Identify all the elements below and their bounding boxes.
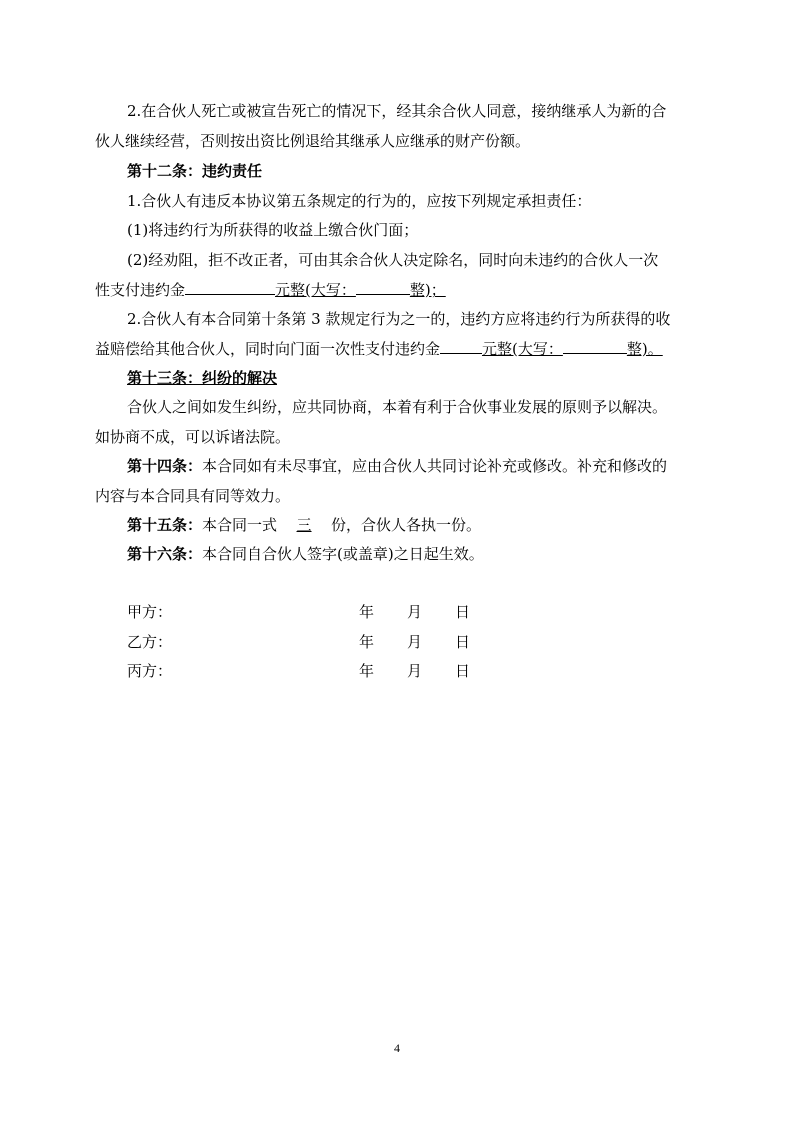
signature-party-label: 乙方： [127,633,173,651]
amount-blank [440,337,482,354]
paragraph-line [95,278,446,301]
signature-month: 月 [407,633,423,651]
paragraph-line: 1.合伙人有违反本协议第五条规定的行为的，应按下列规定承担责任： [127,192,592,210]
text-segment: 元整(大写： [275,281,356,299]
article-13-heading: 第十三条：纠纷的解决 [127,369,278,387]
text-segment: 元整(大写： [482,340,563,358]
paragraph-line: (1)将违约行为所获得的收益上缴合伙门面； [127,221,419,239]
text-segment: 本合同一式 [202,516,278,534]
signature-day: 日 [455,633,471,651]
article-15-label: 第十五条： [127,516,203,534]
signature-month: 月 [407,603,423,621]
paragraph-line: 如协商不成，可以诉诸法院。 [95,428,291,446]
article-16-label: 第十六条： [127,545,203,563]
signature-year: 年 [359,662,375,680]
page-number: 4 [394,1041,400,1055]
article-12-heading: 第十二条：违约责任 [127,162,263,180]
paragraph-line [127,455,667,477]
text-segment: 益赔偿给其他合伙人，同时向门面一次性支付违约金 [95,340,441,358]
signature-year: 年 [359,633,375,651]
signature-month: 月 [407,662,423,680]
paragraph-line: 2.在合伙人死亡或被宣告死亡的情况下，经其余合伙人同意，接纳继承人为新的合 [127,102,667,120]
paragraph-line: 合伙人之间如发生纠纷，应共同协商，本着有利于合伙事业发展的原则予以解决。 [127,398,668,416]
amount-words-blank [356,278,410,295]
signature-party-label: 丙方： [127,662,173,680]
paragraph-line [127,543,484,565]
signature-day: 日 [455,662,471,680]
text-segment: 整)。 [626,340,663,358]
text-segment: 份，合伙人各执一份。 [331,516,482,534]
signature-party-label: 甲方： [127,603,173,621]
text-segment: 本合同自合伙人签字(或盖章)之日起生效。 [202,545,484,563]
amount-blank [185,278,275,295]
paragraph-line [127,514,481,536]
text-segment: 整)； [409,281,446,299]
paragraph-line: (2)经劝阻，拒不改正者，可由其余合伙人决定除名，同时向未违约的合伙人一次 [127,251,659,269]
copies-count: 三 [296,516,312,534]
amount-words-blank [563,337,627,354]
paragraph-line: 伙人继续经营，否则按出资比例退给其继承人应继承的财产份额。 [95,132,531,150]
paragraph-line: 内容与本合同具有同等效力。 [95,487,291,505]
paragraph-line: 2.合伙人有本合同第十条第 3 款规定行为之一的，违约方应将违约行为所获得的收 [127,310,671,328]
text-segment: 性支付违约金 [95,281,186,299]
signature-day: 日 [455,603,471,621]
article-14-label: 第十四条： [127,457,203,475]
text-segment: 本合同如有未尽事宜，应由合伙人共同讨论补充或修改。补充和修改的 [202,457,668,475]
paragraph-line [95,337,663,360]
signature-year: 年 [359,603,375,621]
